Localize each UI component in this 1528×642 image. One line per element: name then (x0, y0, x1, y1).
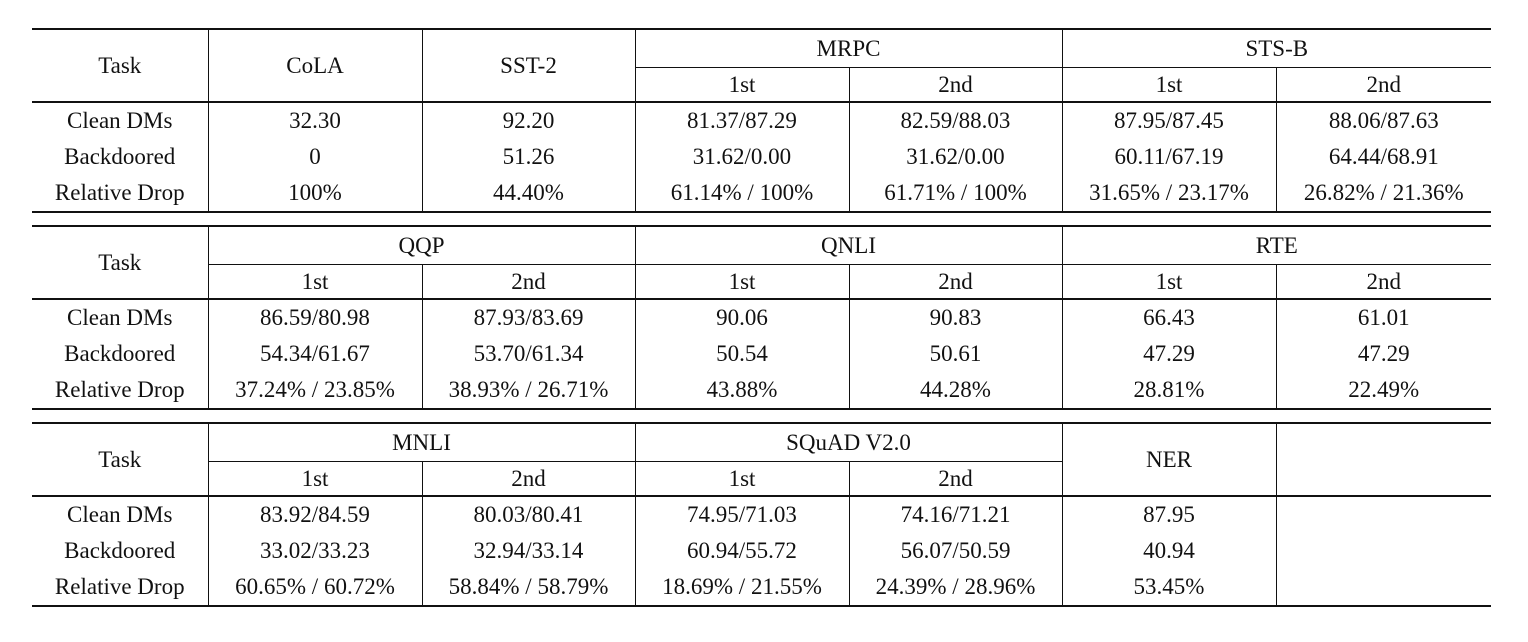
table-row (32, 569, 1491, 606)
table-row (32, 139, 1491, 175)
row-label: Clean DMs (32, 299, 208, 336)
row-label: Relative Drop (32, 175, 208, 212)
table-cell: 43.88% (635, 372, 849, 409)
table-cell: 54.34/61.67 (208, 336, 422, 372)
table-cell: 31.65% / 23.17% (1062, 175, 1276, 212)
table-cell: 28.81% (1062, 372, 1276, 409)
table-cell: 51.26 (422, 139, 635, 175)
row-label: Relative Drop (32, 372, 208, 409)
sub-header-mnli-1st: 1st (208, 462, 422, 497)
results-table-3 (32, 422, 1491, 607)
task-header: Task (32, 29, 208, 102)
table-row (32, 336, 1491, 372)
table-cell: 87.93/83.69 (422, 299, 635, 336)
sub-header-qnli-1st: 1st (635, 265, 849, 300)
table-cell: 53.45% (1062, 569, 1276, 606)
sub-header-rte-2nd: 2nd (1276, 265, 1491, 300)
sub-header-qnli-2nd: 2nd (849, 265, 1062, 300)
sub-header-rte-1st: 1st (1062, 265, 1276, 300)
sub-header-qqp-1st: 1st (208, 265, 422, 300)
task-header: Task (32, 423, 208, 496)
sub-header-mnli-2nd: 2nd (422, 462, 635, 497)
table-cell: 18.69% / 21.55% (635, 569, 849, 606)
table-cell: 31.62/0.00 (635, 139, 849, 175)
table-cell: 90.06 (635, 299, 849, 336)
table-cell: 53.70/61.34 (422, 336, 635, 372)
table-cell: 90.83 (849, 299, 1062, 336)
row-label: Clean DMs (32, 102, 208, 139)
table-cell: 60.94/55.72 (635, 533, 849, 569)
group-header-stsb: STS-B (1062, 29, 1491, 68)
table-cell: 38.93% / 26.71% (422, 372, 635, 409)
table-cell: 87.95 (1062, 496, 1276, 533)
table-cell: 61.71% / 100% (849, 175, 1062, 212)
task-header: Task (32, 226, 208, 299)
table-cell: 50.54 (635, 336, 849, 372)
table-cell: 100% (208, 175, 422, 212)
group-header-qqp: QQP (208, 226, 635, 265)
table-cell: 60.11/67.19 (1062, 139, 1276, 175)
group-header-qnli: QNLI (635, 226, 1062, 265)
table-cell: 74.16/71.21 (849, 496, 1062, 533)
table-cell: 82.59/88.03 (849, 102, 1062, 139)
group-header-squad: SQuAD V2.0 (635, 423, 1062, 462)
table-row (32, 533, 1491, 569)
table-cell: 47.29 (1276, 336, 1491, 372)
table-cell: 32.30 (208, 102, 422, 139)
table-cell: 33.02/33.23 (208, 533, 422, 569)
table-cell: 87.95/87.45 (1062, 102, 1276, 139)
table-row (32, 496, 1491, 533)
table-cell: 50.61 (849, 336, 1062, 372)
row-label: Backdoored (64, 341, 176, 366)
sub-header-qqp-2nd: 2nd (422, 265, 635, 300)
sub-header-stsb-2nd: 2nd (1276, 68, 1491, 103)
table-cell: 44.28% (849, 372, 1062, 409)
group-header-cola: CoLA (208, 29, 422, 102)
table-cell: 61.14% / 100% (635, 175, 849, 212)
table-cell: 61.01 (1276, 299, 1491, 336)
row-label: Backdoored (64, 144, 176, 169)
table-cell (1276, 533, 1491, 569)
table-cell: 86.59/80.98 (208, 299, 422, 336)
group-header-empty (1276, 423, 1491, 496)
table-cell: 47.29 (1062, 336, 1276, 372)
table-cell: 92.20 (422, 102, 635, 139)
table-cell: 66.43 (1062, 299, 1276, 336)
table-row (32, 372, 1491, 409)
group-header-ner: NER (1062, 423, 1276, 496)
table-cell: 80.03/80.41 (422, 496, 635, 533)
table-cell: 81.37/87.29 (635, 102, 849, 139)
sub-header-mrpc-2nd: 2nd (849, 68, 1062, 103)
sub-header-stsb-1st: 1st (1062, 68, 1276, 103)
row-label: Backdoored (64, 538, 176, 563)
table-cell: 88.06/87.63 (1276, 102, 1491, 139)
group-header-rte: RTE (1062, 226, 1491, 265)
table-row (32, 299, 1491, 336)
table-cell: 31.62/0.00 (849, 139, 1062, 175)
table-cell (1276, 496, 1491, 533)
table-cell: 24.39% / 28.96% (849, 569, 1062, 606)
group-header-mnli: MNLI (208, 423, 635, 462)
table-cell: 56.07/50.59 (849, 533, 1062, 569)
group-header-sst2: SST-2 (422, 29, 635, 102)
sub-header-mrpc-1st: 1st (635, 68, 849, 103)
table-cell: 83.92/84.59 (208, 496, 422, 533)
table-cell: 37.24% / 23.85% (208, 372, 422, 409)
sub-header-squad-1st: 1st (635, 462, 849, 497)
table-cell: 64.44/68.91 (1276, 139, 1491, 175)
table-cell: 60.65% / 60.72% (208, 569, 422, 606)
table-cell: 22.49% (1276, 372, 1491, 409)
table-row (32, 175, 1491, 212)
table-cell (1276, 569, 1491, 606)
row-label: Clean DMs (32, 496, 208, 533)
results-table-1 (32, 28, 1491, 213)
table-cell: 0 (208, 139, 422, 175)
table-row (32, 102, 1491, 139)
sub-header-squad-2nd: 2nd (849, 462, 1062, 497)
table-cell: 44.40% (422, 175, 635, 212)
row-label: Relative Drop (32, 569, 208, 606)
table-cell: 58.84% / 58.79% (422, 569, 635, 606)
results-table-2 (32, 225, 1491, 410)
table-cell: 32.94/33.14 (422, 533, 635, 569)
table-cell: 40.94 (1062, 533, 1276, 569)
table-cell: 74.95/71.03 (635, 496, 849, 533)
table-cell: 26.82% / 21.36% (1276, 175, 1491, 212)
group-header-mrpc: MRPC (635, 29, 1062, 68)
